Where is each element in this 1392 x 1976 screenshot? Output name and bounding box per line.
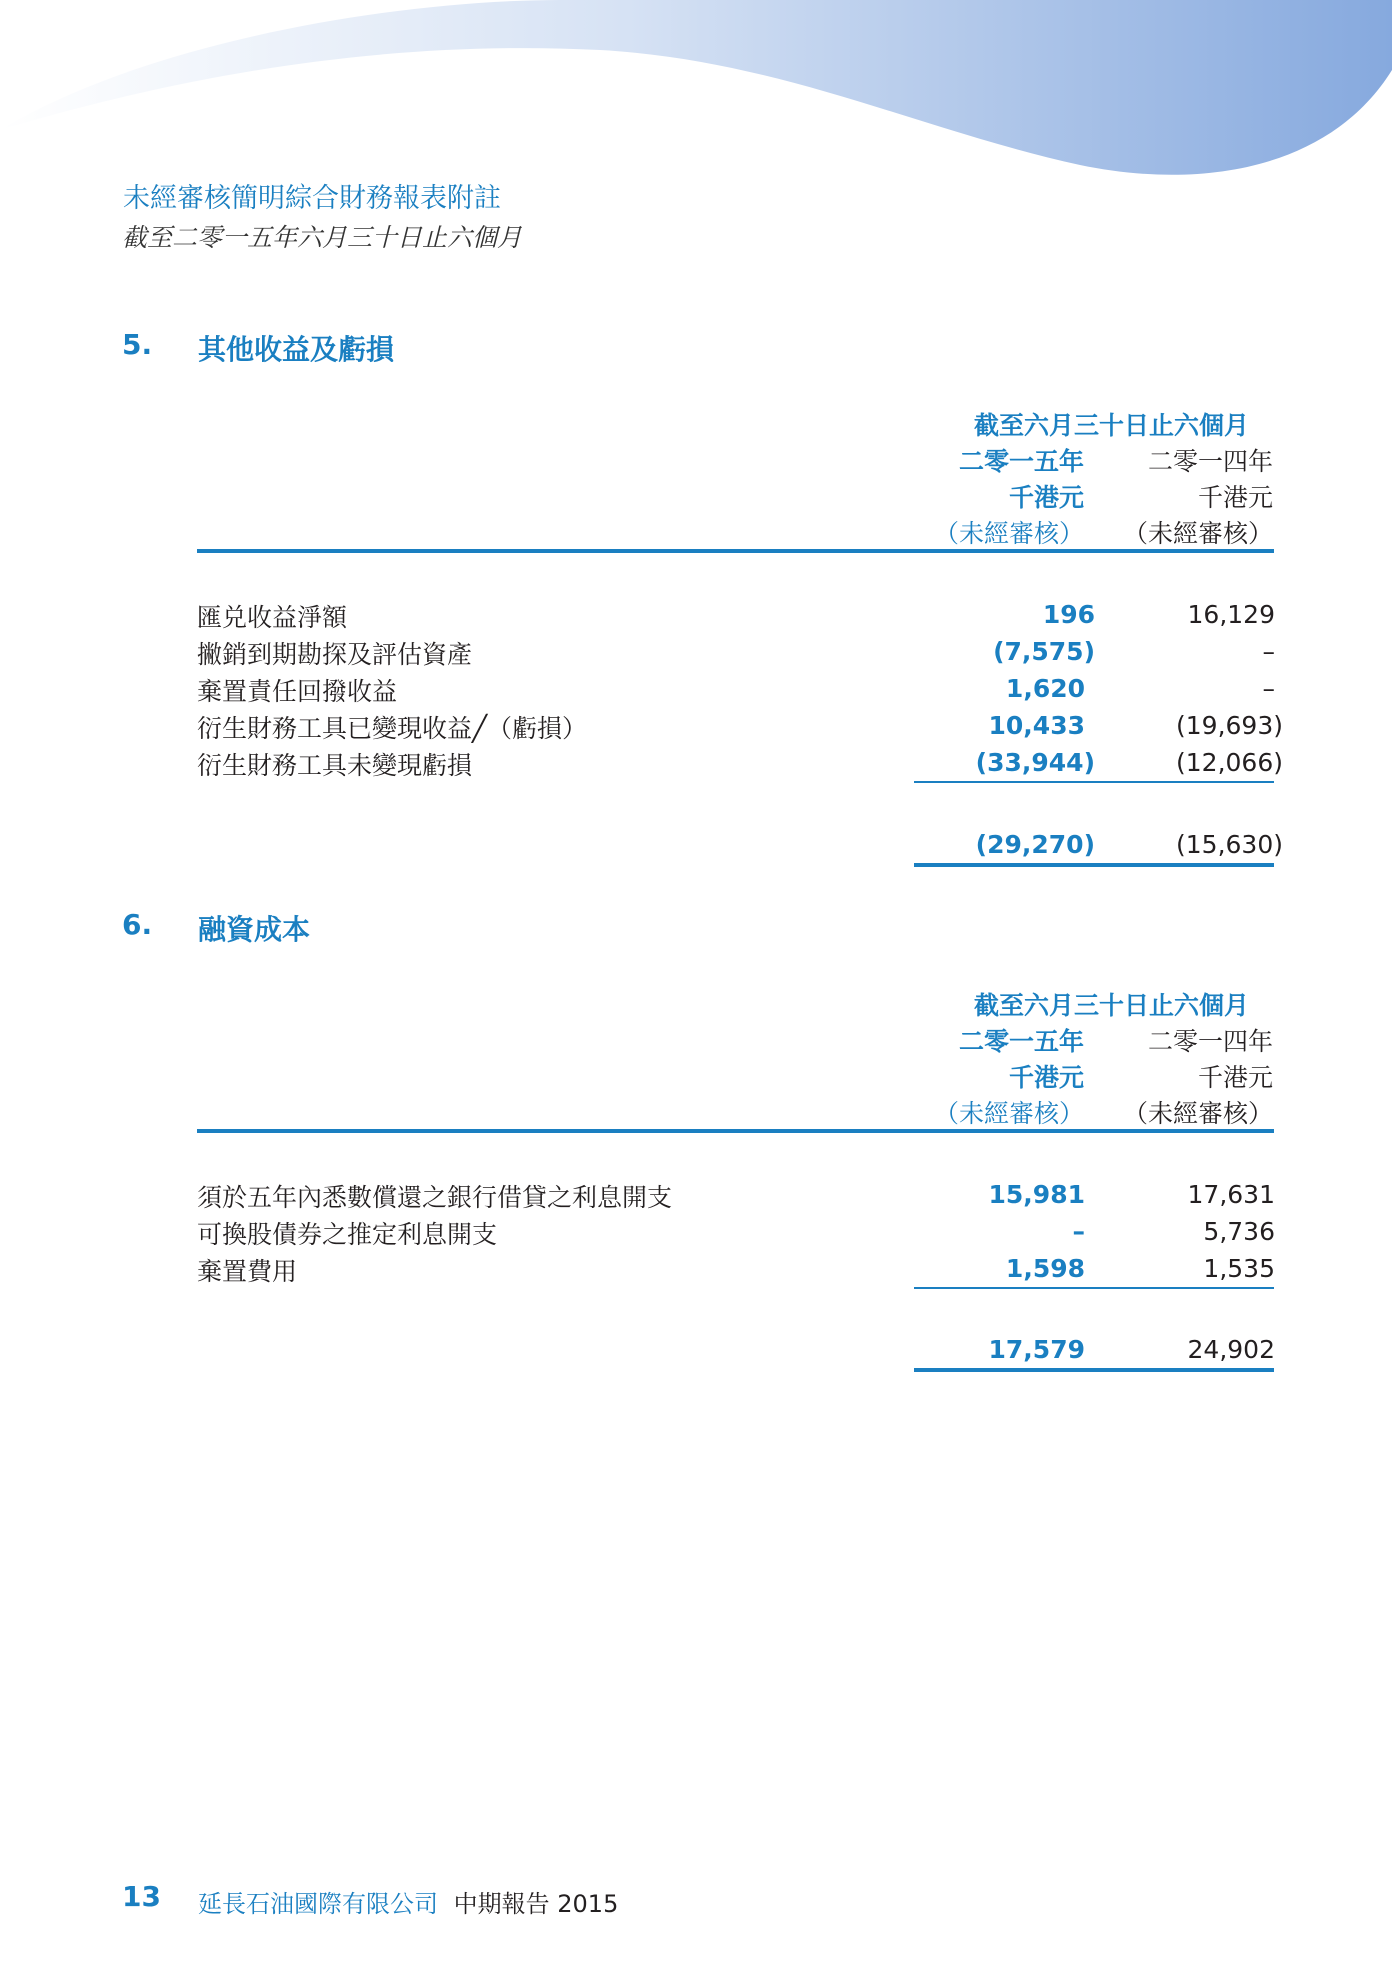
s6-row-label: 須於五年內悉數償還之銀行借貸之利息開支 [197,1183,673,1212]
section-5-number: 5. [122,328,153,361]
s5-unit-current: 千港元 [1008,483,1084,512]
s5-row-prior: (12,066) [1176,748,1283,777]
s5-row-label: 匯兑收益淨額 [197,603,348,632]
s6-year-prior: 二零一四年 [1147,1027,1273,1056]
s6-subtotal-rule [914,1287,1274,1289]
s5-row-prior: – [1262,637,1275,666]
s5-row-current: (7,575) [993,637,1095,666]
s6-unit-current: 千港元 [1008,1063,1084,1092]
s5-row-prior: – [1262,674,1275,703]
s6-year-current: 二零一五年 [958,1027,1084,1056]
s5-year-prior: 二零一四年 [1147,447,1273,476]
s5-row-label: 衍生財務工具未變現虧損 [197,751,473,780]
s6-total-rule [914,1368,1274,1372]
s5-row-prior: (19,693) [1176,711,1283,740]
footer-text [198,1884,618,1919]
s5-row-prior: 16,129 [1187,600,1275,629]
section-6-number: 6. [122,908,153,941]
s5-total-current: (29,270) [975,830,1095,859]
s5-audit-current: （未經審核） [933,519,1084,548]
page-title: 未經審核簡明綜合財務報表附註 [123,183,501,214]
s6-row-current: – [1072,1217,1085,1246]
s5-year-current: 二零一五年 [958,447,1084,476]
section-5-title: 其他收益及虧損 [198,333,395,366]
header-wave-banner [0,0,1392,200]
s6-audit-current: （未經審核） [933,1099,1084,1128]
s6-audit-prior: （未經審核） [1122,1099,1273,1128]
s6-header-rule [197,1129,1274,1133]
footer-report: 中期報告 2015 [453,1890,619,1918]
s5-row-current: 196 [1042,600,1095,629]
s5-audit-prior: （未經審核） [1122,519,1273,548]
s5-row-label: 衍生財務工具已變現收益╱（虧損） [197,714,588,743]
s5-row-label: 棄置責任回撥收益 [197,677,398,706]
s6-unit-prior: 千港元 [1197,1063,1273,1092]
s5-total-prior: (15,630) [1176,830,1283,859]
s6-total-prior: 24,902 [1187,1335,1275,1364]
s5-row-current: 1,620 [1005,674,1085,703]
s6-total-current: 17,579 [988,1335,1085,1364]
page-subtitle: 截至二零一五年六月三十日止六個月 [122,223,523,252]
s5-total-rule [914,863,1274,867]
s5-subtotal-rule [914,781,1274,783]
s6-row-prior: 1,535 [1203,1254,1275,1283]
s5-row-current: (33,944) [975,748,1095,777]
s6-period-header: 截至六月三十日止六個月 [973,991,1249,1020]
footer-company: 延長石油國際有限公司 [198,1890,438,1918]
s6-row-prior: 17,631 [1187,1180,1275,1209]
s6-row-current: 15,981 [988,1180,1085,1209]
s5-unit-prior: 千港元 [1197,483,1273,512]
s5-header-rule [197,549,1274,553]
s5-period-header: 截至六月三十日止六個月 [973,411,1249,440]
section-6-title: 融資成本 [198,913,311,946]
page-number: 13 [122,1880,161,1913]
s6-row-label: 可換股債券之推定利息開支 [197,1220,498,1249]
s6-row-prior: 5,736 [1203,1217,1275,1246]
s5-row-current: 10,433 [988,711,1085,740]
s6-row-label: 棄置費用 [197,1257,298,1286]
s6-row-current: 1,598 [1005,1254,1085,1283]
s5-row-label: 撇銷到期勘探及評估資產 [197,640,473,669]
